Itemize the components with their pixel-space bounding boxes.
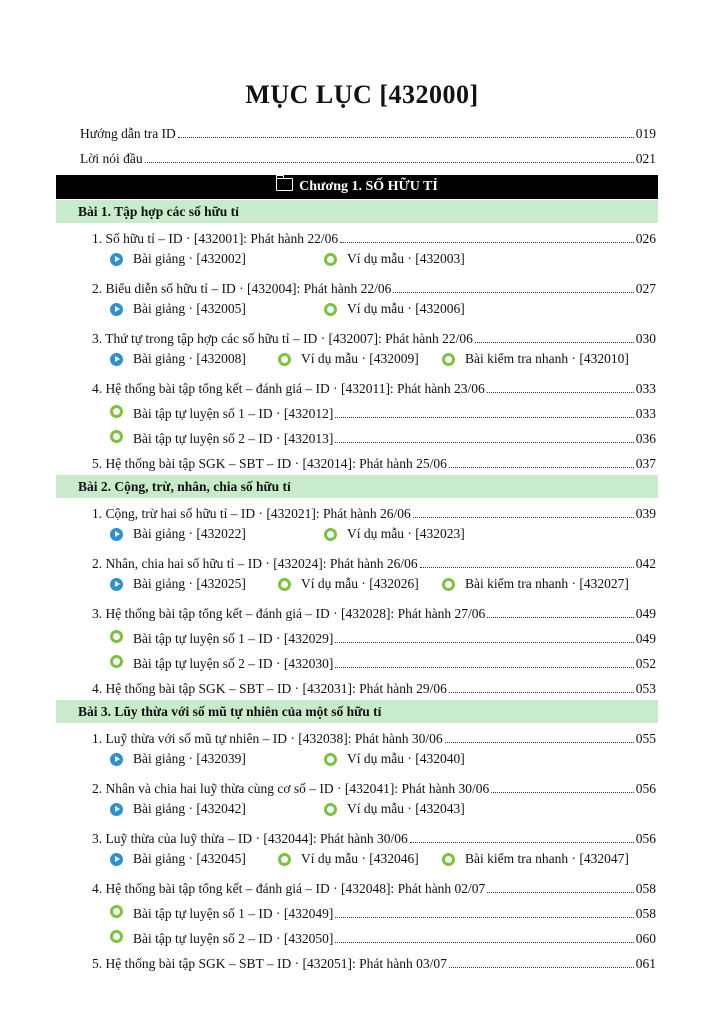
resource-label: Bài giảng · [432025]	[133, 576, 246, 591]
page-number: 033	[635, 381, 656, 396]
lecture-link[interactable]	[110, 573, 246, 595]
example-link[interactable]	[278, 348, 419, 370]
resource-label: Ví dụ mẫu · [432046]	[301, 851, 419, 866]
resource-label: Bài kiểm tra nhanh · [432047]	[465, 851, 629, 866]
page-number: 030	[635, 331, 656, 346]
page-number: 026	[635, 231, 656, 246]
chapter-header[interactable]: Chương 1. SỐ HỮU TỈ	[56, 175, 658, 199]
lecture-link[interactable]	[110, 748, 246, 770]
ring-circle-icon	[278, 353, 291, 366]
resource-label: Bài giảng · [432042]	[133, 801, 246, 816]
resource-label: Ví dụ mẫu · [432026]	[301, 576, 419, 591]
ring-circle-icon	[442, 578, 455, 591]
resource-row	[110, 748, 658, 770]
toc-entry-text: 1. Luỹ thừa với số mũ tự nhiên – ID · [432038]: Phát hành 30/06	[92, 731, 443, 746]
exercise-entry[interactable]	[110, 648, 656, 672]
toc-entry-text: Bài tập tự luyện số 1 – ID · [432049]	[133, 906, 334, 921]
dot-leader	[487, 616, 633, 618]
ring-circle-icon	[324, 753, 337, 766]
dot-leader	[335, 441, 633, 443]
dot-leader	[491, 791, 634, 793]
resource-row	[110, 248, 658, 270]
dot-leader	[335, 416, 633, 418]
resource-label: Bài giảng · [432008]	[133, 351, 246, 366]
lesson-header[interactable]: Bài 2. Cộng, trừ, nhân, chia số hữu tỉ	[56, 475, 658, 498]
resource-row	[110, 573, 658, 595]
ring-circle-icon	[324, 253, 337, 266]
exercise-entry[interactable]	[110, 623, 656, 647]
dot-leader	[449, 966, 634, 968]
exercise-entry[interactable]	[110, 423, 656, 447]
toc-entry[interactable]	[92, 873, 656, 897]
toc-entry-text: 5. Hệ thống bài tập SGK – SBT – ID · [432051]: Phát hành 03/07	[92, 956, 447, 971]
resource-label: Bài giảng · [432002]	[133, 251, 246, 266]
page-number: 061	[635, 956, 656, 971]
toc-front-preface[interactable]: Lời nói đầu 021	[80, 151, 656, 166]
resource-label: Bài giảng · [432022]	[133, 526, 246, 541]
dot-leader	[335, 941, 633, 943]
dot-leader	[335, 641, 633, 643]
dot-leader	[487, 391, 634, 393]
toc-entry-text: Bài tập tự luyện số 1 – ID · [432029]	[133, 631, 334, 646]
ring-circle-icon	[110, 930, 123, 943]
lesson-header[interactable]: Bài 3. Lũy thừa với số mũ tự nhiên của một số hữu tỉ	[56, 700, 658, 723]
play-circle-icon	[110, 528, 123, 541]
page-number: 053	[635, 681, 656, 696]
toc-entry-text: Bài tập tự luyện số 2 – ID · [432013]	[133, 431, 334, 446]
dot-leader	[393, 291, 633, 293]
resource-label: Ví dụ mẫu · [432043]	[347, 801, 465, 816]
resource-row	[110, 298, 658, 320]
dot-leader	[335, 916, 633, 918]
dot-leader	[420, 566, 634, 568]
resource-label: Bài giảng · [432039]	[133, 751, 246, 766]
toc-entry-text: 2. Nhân và chia hai luỹ thừa cùng cơ số – ID · [432041]: Phát hành 30/06	[92, 781, 490, 796]
page-number: 033	[635, 406, 656, 421]
page-number: 049	[635, 606, 656, 621]
lecture-link[interactable]	[110, 348, 246, 370]
exercise-entry[interactable]	[110, 398, 656, 422]
ring-circle-icon	[324, 303, 337, 316]
dot-leader	[410, 841, 634, 843]
example-link[interactable]	[442, 348, 629, 370]
ring-circle-icon	[110, 430, 123, 443]
toc-front-guide[interactable]: Hướng dẫn tra ID 019	[80, 126, 656, 141]
page-number: 039	[635, 506, 656, 521]
toc-entry[interactable]	[92, 548, 656, 572]
toc-entry-text: 1. Cộng, trừ hai số hữu tỉ – ID · [432021]: Phát hành 26/06	[92, 506, 411, 521]
example-link[interactable]	[442, 573, 629, 595]
toc-entry-text: 4. Hệ thống bài tập SGK – SBT – ID · [432031]: Phát hành 29/06	[92, 681, 447, 696]
page-number: 037	[635, 456, 656, 471]
toc-entry-text: 4. Hệ thống bài tập tổng kết – đánh giá – ID · [432011]: Phát hành 23/06	[92, 381, 485, 396]
page-number: 056	[635, 831, 656, 846]
example-link[interactable]	[278, 848, 419, 870]
toc-entry-text: 4. Hệ thống bài tập tổng kết – đánh giá – ID · [432048]: Phát hành 02/07	[92, 881, 486, 896]
dot-leader	[449, 466, 634, 468]
dot-leader	[445, 741, 634, 743]
toc-entry[interactable]	[92, 373, 656, 397]
page-title: MỤC LỤC [432000]	[245, 80, 479, 109]
ring-circle-icon	[110, 655, 123, 668]
ring-circle-icon	[278, 578, 291, 591]
lecture-link[interactable]	[110, 798, 246, 820]
resource-label: Ví dụ mẫu · [432040]	[347, 751, 465, 766]
dot-leader	[487, 891, 633, 893]
toc-entry[interactable]	[92, 773, 656, 797]
dot-leader	[449, 691, 634, 693]
page-number: 042	[635, 556, 656, 571]
toc-entry[interactable]	[92, 323, 656, 347]
lecture-link[interactable]	[110, 523, 246, 545]
lecture-link[interactable]	[110, 298, 246, 320]
toc-entry-text: 3. Hệ thống bài tập tổng kết – đánh giá – ID · [432028]: Phát hành 27/06	[92, 606, 486, 621]
resource-label: Bài giảng · [432005]	[133, 301, 246, 316]
dot-leader	[340, 241, 634, 243]
exercise-entry[interactable]	[110, 898, 656, 922]
toc-entry[interactable]	[92, 498, 656, 522]
page-number: 058	[635, 881, 656, 896]
ring-circle-icon	[110, 405, 123, 418]
page-number: 036	[635, 431, 656, 446]
play-circle-icon	[110, 353, 123, 366]
toc-entry-text: 3. Luỹ thừa của luỹ thừa – ID · [432044]: Phát hành 30/06	[92, 831, 408, 846]
ring-circle-icon	[442, 853, 455, 866]
toc-entry-text: Bài tập tự luyện số 1 – ID · [432012]	[133, 406, 334, 421]
resource-label: Ví dụ mẫu · [432006]	[347, 301, 465, 316]
exercise-entry[interactable]	[110, 923, 656, 947]
ring-circle-icon	[110, 630, 123, 643]
toc-entry-text: 5. Hệ thống bài tập SGK – SBT – ID · [432014]: Phát hành 25/06	[92, 456, 447, 471]
folder-icon	[276, 178, 293, 191]
toc-entry[interactable]	[92, 273, 656, 297]
resource-label: Bài kiểm tra nhanh · [432027]	[465, 576, 629, 591]
page-number: 052	[635, 656, 656, 671]
example-link[interactable]	[324, 798, 465, 820]
toc-entry[interactable]	[92, 723, 656, 747]
play-circle-icon	[110, 753, 123, 766]
resource-label: Ví dụ mẫu · [432009]	[301, 351, 419, 366]
example-link[interactable]	[324, 248, 465, 270]
play-circle-icon	[110, 253, 123, 266]
page-number: 058	[635, 906, 656, 921]
example-link[interactable]	[442, 848, 629, 870]
resource-label: Ví dụ mẫu · [432023]	[347, 526, 465, 541]
ring-circle-icon	[324, 528, 337, 541]
play-circle-icon	[110, 803, 123, 816]
dot-leader	[475, 341, 634, 343]
ring-circle-icon	[110, 905, 123, 918]
resource-row	[110, 848, 658, 870]
ring-circle-icon	[442, 353, 455, 366]
toc-entry-text: 2. Biểu diễn số hữu tỉ – ID · [432004]: Phát hành 22/06	[92, 281, 392, 296]
toc-entry[interactable]	[92, 223, 656, 247]
play-circle-icon	[110, 578, 123, 591]
toc-entry[interactable]	[92, 673, 656, 697]
toc-entry-text: Bài tập tự luyện số 2 – ID · [432030]	[133, 656, 334, 671]
example-link[interactable]	[324, 523, 465, 545]
ring-circle-icon	[278, 853, 291, 866]
example-link[interactable]	[324, 748, 465, 770]
lesson-header[interactable]: Bài 1. Tập hợp các số hữu tỉ	[56, 200, 658, 223]
page-number: 060	[635, 931, 656, 946]
page-number: 049	[635, 631, 656, 646]
toc-entry-text: Bài tập tự luyện số 2 – ID · [432050]	[133, 931, 334, 946]
resource-label: Bài kiểm tra nhanh · [432010]	[465, 351, 629, 366]
resource-label: Ví dụ mẫu · [432003]	[347, 251, 465, 266]
ring-circle-icon	[324, 803, 337, 816]
toc-entry-text: 3. Thứ tự trong tập hợp các số hữu tỉ – ID · [432007]: Phát hành 22/06	[92, 331, 473, 346]
toc-entry[interactable]	[92, 823, 656, 847]
dot-leader	[335, 666, 633, 668]
toc-entry[interactable]	[92, 448, 656, 472]
example-link[interactable]	[278, 573, 419, 595]
dot-leader	[413, 516, 634, 518]
resource-label: Bài giảng · [432045]	[133, 851, 246, 866]
page-number: 027	[635, 281, 656, 296]
example-link[interactable]	[324, 298, 465, 320]
page-number: 056	[635, 781, 656, 796]
play-circle-icon	[110, 303, 123, 316]
lecture-link[interactable]	[110, 248, 246, 270]
resource-row	[110, 348, 658, 370]
toc-entry[interactable]	[92, 948, 656, 972]
resource-row	[110, 523, 658, 545]
toc-entry[interactable]	[92, 598, 656, 622]
resource-row	[110, 798, 658, 820]
toc-entry-text: 2. Nhân, chia hai số hữu tỉ – ID · [432024]: Phát hành 26/06	[92, 556, 418, 571]
toc-entry-text: 1. Số hữu tỉ – ID · [432001]: Phát hành 22/06	[92, 231, 339, 246]
play-circle-icon	[110, 853, 123, 866]
page-number: 055	[635, 731, 656, 746]
lecture-link[interactable]	[110, 848, 246, 870]
